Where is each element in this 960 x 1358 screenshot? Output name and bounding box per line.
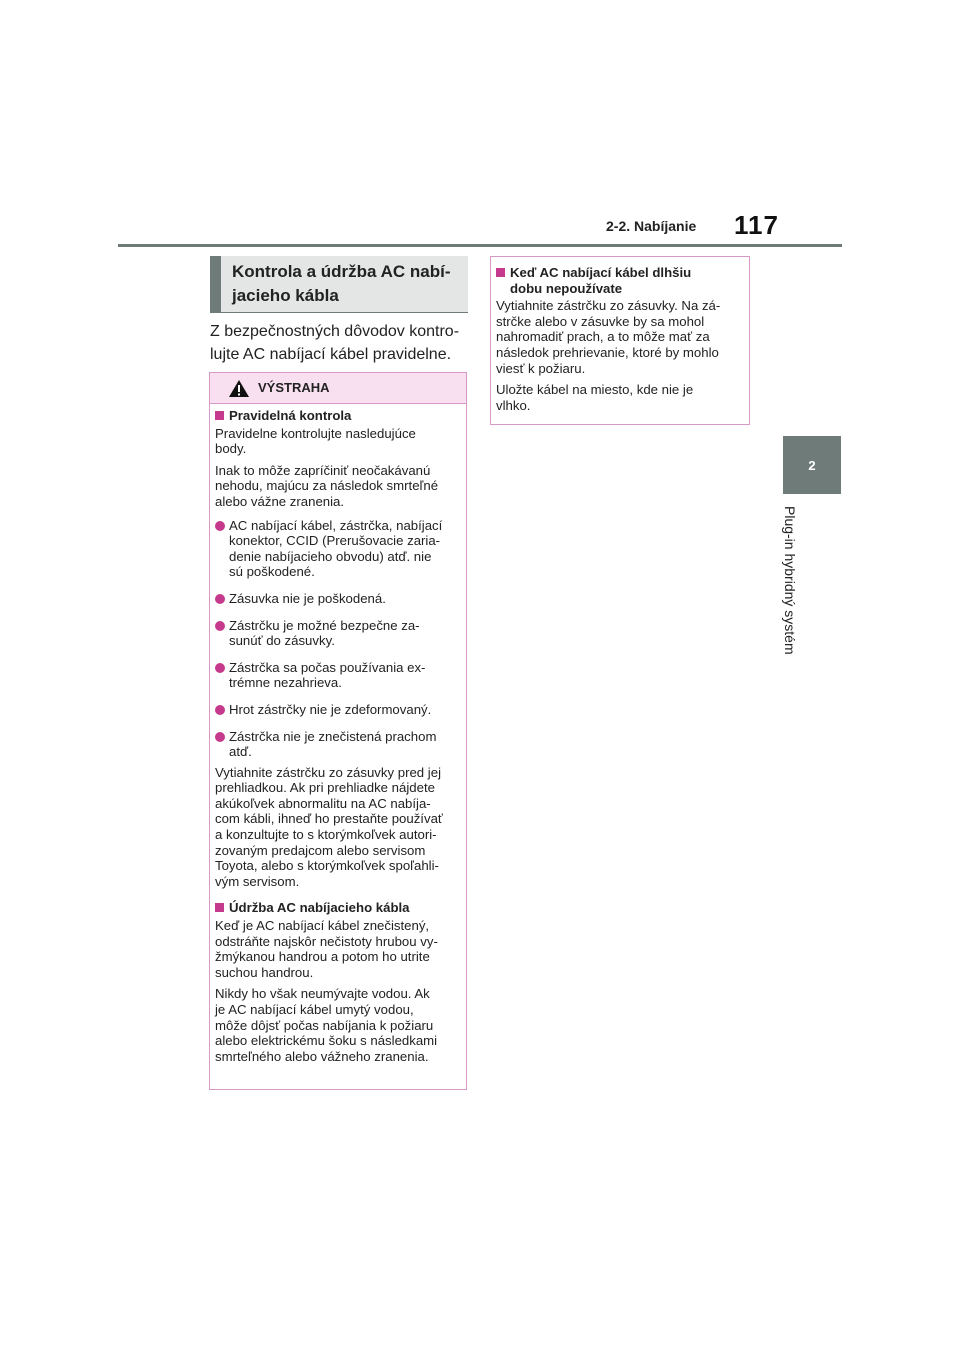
paragraph: Vytiahnite zástrčku zo zásuvky. Na zá- strčke alebo v zásuvke by sa mohol nahromadiť prach, a to môže mať za následok prehrievanie, ktoré by mohlo viesť k požiaru. (496, 298, 721, 376)
paragraph: Vytiahnite zástrčku zo zásuvky pred jej prehliadkou. Ak pri prehliadke nájdete akúkoľvek abnormalitu na AC nabíja- com kábli, ihneď ho prestaňte používať a konzultujte to s ktorýmkoľvek autori- zovaným predajcom alebo servisom Toyota, alebo s ktorýmkoľvek spoľahli- vým servisom. (215, 764, 443, 889)
list-item: Hrot zástrčky nie je zdeformovaný. (215, 702, 464, 718)
list-item: Zásuvka nie je poškodená. (215, 591, 464, 607)
section-title: 2-2. Nabíjanie (606, 218, 697, 234)
bullet-dot-icon (215, 732, 225, 742)
warning-label: VÝSTRAHA (258, 380, 330, 395)
bullet-dot-icon (215, 621, 225, 631)
paragraph: Pravidelne kontrolujte nasledujúce body. (215, 425, 416, 457)
subheading-long-storage: Keď AC nabíjací kábel dlhšiu dobu nepoužívate (496, 265, 746, 296)
square-bullet-icon (215, 903, 224, 912)
chapter-number: 2 (808, 457, 816, 473)
list-item: Zástrčku je možné bezpečne za- sunúť do zásuvky. (215, 618, 464, 649)
square-bullet-icon (215, 411, 224, 420)
paragraph: Keď je AC nabíjací kábel znečistený, odstráňte najskôr nečistoty hrubou vy- žmýkanou handrou a potom ho utrite suchou handrou. (215, 918, 438, 980)
paragraph: Inak to môže zapríčiniť neočakávanú nehodu, majúcu za následok smrteľné alebo vážne zranenia. (215, 462, 439, 509)
intro-paragraph: Z bezpečnostných dôvodov kontro- lujte AC nabíjací kábel pravidelne. (210, 323, 460, 363)
square-bullet-icon (496, 268, 505, 277)
paragraph: Uložte kábel na miesto, kde nie je vlhko. (496, 382, 694, 413)
paragraph: Nikdy ho však neumývajte vodou. Ak je AC nabíjací kábel umytý vodou, môže dôjsť počas nabíjania k požiaru alebo elektrickému šoku s následkami smrteľného alebo vážneho zranenia. (215, 986, 438, 1064)
warning-triangle-icon (228, 379, 250, 403)
heading-underline (210, 312, 468, 313)
bullet-dot-icon (215, 594, 225, 604)
bullet-dot-icon (215, 663, 225, 673)
list-item: Zástrčka sa počas používania ex- trémne nezahrieva. (215, 660, 464, 691)
page-number: 117 (734, 210, 779, 240)
section-heading-box (210, 256, 468, 312)
chapter-label-text: Plug-in hybridný systém (782, 506, 798, 655)
list-item: AC nabíjací kábel, zástrčka, nabíjací konektor, CCID (Prerušovacie zaria- denie nabíjacieho obvodu) atď. nie sú poškodené. (215, 518, 464, 580)
info-box (490, 256, 750, 425)
chapter-label (770, 506, 816, 706)
subheading-regular-check: Pravidelná kontrola (215, 408, 464, 424)
chapter-tab (783, 436, 841, 494)
warning-divider (210, 403, 466, 404)
bullet-dot-icon (215, 705, 225, 715)
section-heading: Kontrola a údržba AC nabí- jacieho kábla (232, 262, 451, 305)
bullet-dot-icon (215, 521, 225, 531)
warning-box (209, 372, 467, 1090)
info-content (496, 263, 746, 413)
warning-content (215, 406, 464, 1064)
header-divider (118, 244, 842, 247)
subheading-maintenance: Údržba AC nabíjacieho kábla (215, 900, 464, 916)
list-item: Zástrčka nie je znečistená prachom atď. (215, 729, 464, 760)
warning-header (210, 373, 466, 403)
